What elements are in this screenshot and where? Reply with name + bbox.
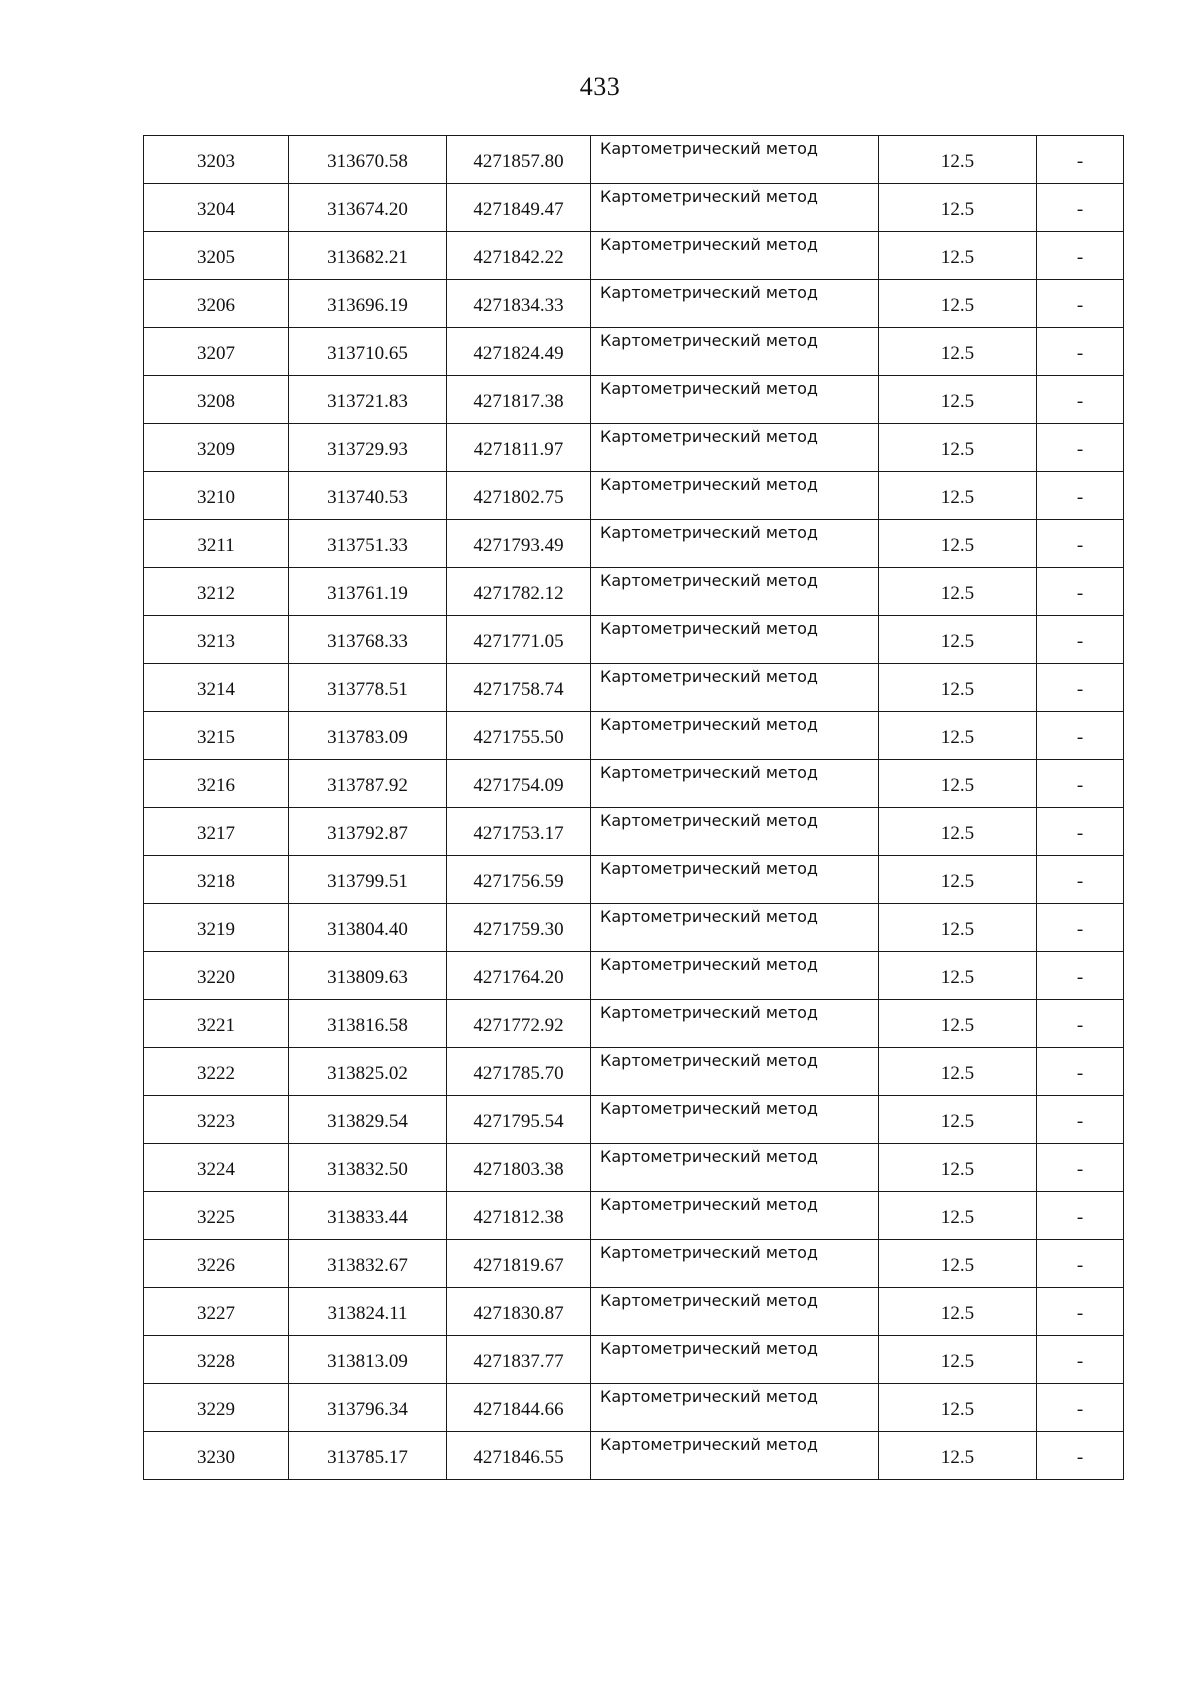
x-coordinate-cell: 313832.67 <box>289 1240 447 1288</box>
y-coordinate-cell: 4271785.70 <box>447 1048 591 1096</box>
x-coordinate-cell: 313751.33 <box>289 520 447 568</box>
table-row <box>144 472 1124 520</box>
table-row <box>144 280 1124 328</box>
x-coordinate-cell: 313721.83 <box>289 376 447 424</box>
accuracy-cell: 12.5 <box>879 136 1037 184</box>
point-number-cell: 3219 <box>144 904 289 952</box>
x-coordinate-cell: 313816.58 <box>289 1000 447 1048</box>
accuracy-cell: 12.5 <box>879 184 1037 232</box>
accuracy-cell: 12.5 <box>879 1000 1037 1048</box>
description-cell: - <box>1037 1336 1124 1384</box>
description-cell: - <box>1037 472 1124 520</box>
coordinates-table <box>143 135 1124 1480</box>
description-cell: - <box>1037 1144 1124 1192</box>
y-coordinate-cell: 4271802.75 <box>447 472 591 520</box>
table-body <box>144 136 1124 1480</box>
accuracy-cell: 12.5 <box>879 664 1037 712</box>
y-coordinate-cell: 4271793.49 <box>447 520 591 568</box>
table-row <box>144 664 1124 712</box>
table-row <box>144 1240 1124 1288</box>
y-coordinate-cell: 4271846.55 <box>447 1432 591 1480</box>
description-cell: - <box>1037 664 1124 712</box>
x-coordinate-cell: 313674.20 <box>289 184 447 232</box>
y-coordinate-cell: 4271759.30 <box>447 904 591 952</box>
accuracy-cell: 12.5 <box>879 1144 1037 1192</box>
x-coordinate-cell: 313832.50 <box>289 1144 447 1192</box>
point-number-cell: 3204 <box>144 184 289 232</box>
accuracy-cell: 12.5 <box>879 232 1037 280</box>
y-coordinate-cell: 4271772.92 <box>447 1000 591 1048</box>
x-coordinate-cell: 313740.53 <box>289 472 447 520</box>
x-coordinate-cell: 313785.17 <box>289 1432 447 1480</box>
description-cell: - <box>1037 136 1124 184</box>
description-cell: - <box>1037 760 1124 808</box>
x-coordinate-cell: 313829.54 <box>289 1096 447 1144</box>
table-row <box>144 136 1124 184</box>
accuracy-cell: 12.5 <box>879 808 1037 856</box>
x-coordinate-cell: 313787.92 <box>289 760 447 808</box>
description-cell: - <box>1037 1432 1124 1480</box>
table-row <box>144 1432 1124 1480</box>
method-cell: Картометрический метод <box>591 712 879 760</box>
point-number-cell: 3223 <box>144 1096 289 1144</box>
table-row <box>144 808 1124 856</box>
x-coordinate-cell: 313809.63 <box>289 952 447 1000</box>
point-number-cell: 3207 <box>144 328 289 376</box>
y-coordinate-cell: 4271755.50 <box>447 712 591 760</box>
page-number: 433 <box>579 72 621 101</box>
method-cell: Картометрический метод <box>591 952 879 1000</box>
point-number-cell: 3222 <box>144 1048 289 1096</box>
table-row <box>144 1048 1124 1096</box>
accuracy-cell: 12.5 <box>879 568 1037 616</box>
x-coordinate-cell: 313670.58 <box>289 136 447 184</box>
description-cell: - <box>1037 520 1124 568</box>
y-coordinate-cell: 4271842.22 <box>447 232 591 280</box>
method-cell: Картометрический метод <box>591 1384 879 1432</box>
accuracy-cell: 12.5 <box>879 1432 1037 1480</box>
table-row <box>144 232 1124 280</box>
point-number-cell: 3230 <box>144 1432 289 1480</box>
description-cell: - <box>1037 184 1124 232</box>
x-coordinate-cell: 313768.33 <box>289 616 447 664</box>
accuracy-cell: 12.5 <box>879 712 1037 760</box>
point-number-cell: 3208 <box>144 376 289 424</box>
table-row <box>144 856 1124 904</box>
accuracy-cell: 12.5 <box>879 856 1037 904</box>
accuracy-cell: 12.5 <box>879 520 1037 568</box>
accuracy-cell: 12.5 <box>879 1048 1037 1096</box>
description-cell: - <box>1037 1288 1124 1336</box>
y-coordinate-cell: 4271795.54 <box>447 1096 591 1144</box>
method-cell: Картометрический метод <box>591 376 879 424</box>
point-number-cell: 3229 <box>144 1384 289 1432</box>
description-cell: - <box>1037 1384 1124 1432</box>
method-cell: Картометрический метод <box>591 1048 879 1096</box>
description-cell: - <box>1037 808 1124 856</box>
accuracy-cell: 12.5 <box>879 1096 1037 1144</box>
method-cell: Картометрический метод <box>591 760 879 808</box>
accuracy-cell: 12.5 <box>879 1240 1037 1288</box>
y-coordinate-cell: 4271811.97 <box>447 424 591 472</box>
description-cell: - <box>1037 1048 1124 1096</box>
point-number-cell: 3227 <box>144 1288 289 1336</box>
method-cell: Картометрический метод <box>591 1000 879 1048</box>
method-cell: Картометрический метод <box>591 328 879 376</box>
accuracy-cell: 12.5 <box>879 1336 1037 1384</box>
method-cell: Картометрический метод <box>591 280 879 328</box>
y-coordinate-cell: 4271753.17 <box>447 808 591 856</box>
method-cell: Картометрический метод <box>591 184 879 232</box>
method-cell: Картометрический метод <box>591 232 879 280</box>
description-cell: - <box>1037 1000 1124 1048</box>
y-coordinate-cell: 4271830.87 <box>447 1288 591 1336</box>
table-row <box>144 904 1124 952</box>
method-cell: Картометрический метод <box>591 1192 879 1240</box>
method-cell: Картометрический метод <box>591 904 879 952</box>
x-coordinate-cell: 313804.40 <box>289 904 447 952</box>
x-coordinate-cell: 313783.09 <box>289 712 447 760</box>
table-row <box>144 568 1124 616</box>
method-cell: Картометрический метод <box>591 664 879 712</box>
method-cell: Картометрический метод <box>591 856 879 904</box>
point-number-cell: 3205 <box>144 232 289 280</box>
table-row <box>144 520 1124 568</box>
y-coordinate-cell: 4271812.38 <box>447 1192 591 1240</box>
accuracy-cell: 12.5 <box>879 472 1037 520</box>
description-cell: - <box>1037 376 1124 424</box>
x-coordinate-cell: 313792.87 <box>289 808 447 856</box>
table-row <box>144 1336 1124 1384</box>
table-row <box>144 376 1124 424</box>
method-cell: Картометрический метод <box>591 568 879 616</box>
description-cell: - <box>1037 1240 1124 1288</box>
y-coordinate-cell: 4271803.38 <box>447 1144 591 1192</box>
method-cell: Картометрический метод <box>591 1144 879 1192</box>
method-cell: Картометрический метод <box>591 1096 879 1144</box>
point-number-cell: 3225 <box>144 1192 289 1240</box>
y-coordinate-cell: 4271844.66 <box>447 1384 591 1432</box>
table-row <box>144 952 1124 1000</box>
y-coordinate-cell: 4271771.05 <box>447 616 591 664</box>
table-row <box>144 1000 1124 1048</box>
table-row <box>144 1384 1124 1432</box>
y-coordinate-cell: 4271857.80 <box>447 136 591 184</box>
x-coordinate-cell: 313813.09 <box>289 1336 447 1384</box>
point-number-cell: 3214 <box>144 664 289 712</box>
method-cell: Картометрический метод <box>591 136 879 184</box>
x-coordinate-cell: 313833.44 <box>289 1192 447 1240</box>
point-number-cell: 3220 <box>144 952 289 1000</box>
point-number-cell: 3203 <box>144 136 289 184</box>
accuracy-cell: 12.5 <box>879 376 1037 424</box>
x-coordinate-cell: 313778.51 <box>289 664 447 712</box>
point-number-cell: 3216 <box>144 760 289 808</box>
method-cell: Картометрический метод <box>591 616 879 664</box>
description-cell: - <box>1037 856 1124 904</box>
accuracy-cell: 12.5 <box>879 1384 1037 1432</box>
accuracy-cell: 12.5 <box>879 280 1037 328</box>
method-cell: Картометрический метод <box>591 1240 879 1288</box>
x-coordinate-cell: 313729.93 <box>289 424 447 472</box>
y-coordinate-cell: 4271819.67 <box>447 1240 591 1288</box>
point-number-cell: 3221 <box>144 1000 289 1048</box>
x-coordinate-cell: 313796.34 <box>289 1384 447 1432</box>
accuracy-cell: 12.5 <box>879 616 1037 664</box>
point-number-cell: 3224 <box>144 1144 289 1192</box>
y-coordinate-cell: 4271758.74 <box>447 664 591 712</box>
description-cell: - <box>1037 952 1124 1000</box>
method-cell: Картометрический метод <box>591 1336 879 1384</box>
y-coordinate-cell: 4271782.12 <box>447 568 591 616</box>
description-cell: - <box>1037 280 1124 328</box>
point-number-cell: 3210 <box>144 472 289 520</box>
table-row <box>144 760 1124 808</box>
table-row <box>144 712 1124 760</box>
x-coordinate-cell: 313761.19 <box>289 568 447 616</box>
x-coordinate-cell: 313696.19 <box>289 280 447 328</box>
point-number-cell: 3228 <box>144 1336 289 1384</box>
table-row <box>144 424 1124 472</box>
method-cell: Картометрический метод <box>591 1288 879 1336</box>
accuracy-cell: 12.5 <box>879 904 1037 952</box>
x-coordinate-cell: 313825.02 <box>289 1048 447 1096</box>
table-row <box>144 1192 1124 1240</box>
accuracy-cell: 12.5 <box>879 424 1037 472</box>
method-cell: Картометрический метод <box>591 424 879 472</box>
description-cell: - <box>1037 424 1124 472</box>
y-coordinate-cell: 4271824.49 <box>447 328 591 376</box>
y-coordinate-cell: 4271764.20 <box>447 952 591 1000</box>
point-number-cell: 3215 <box>144 712 289 760</box>
point-number-cell: 3211 <box>144 520 289 568</box>
accuracy-cell: 12.5 <box>879 952 1037 1000</box>
method-cell: Картометрический метод <box>591 808 879 856</box>
table-row <box>144 616 1124 664</box>
x-coordinate-cell: 313710.65 <box>289 328 447 376</box>
point-number-cell: 3213 <box>144 616 289 664</box>
y-coordinate-cell: 4271817.38 <box>447 376 591 424</box>
description-cell: - <box>1037 1192 1124 1240</box>
description-cell: - <box>1037 328 1124 376</box>
point-number-cell: 3218 <box>144 856 289 904</box>
y-coordinate-cell: 4271834.33 <box>447 280 591 328</box>
table-row <box>144 184 1124 232</box>
y-coordinate-cell: 4271756.59 <box>447 856 591 904</box>
point-number-cell: 3217 <box>144 808 289 856</box>
y-coordinate-cell: 4271754.09 <box>447 760 591 808</box>
method-cell: Картометрический метод <box>591 472 879 520</box>
x-coordinate-cell: 313799.51 <box>289 856 447 904</box>
method-cell: Картометрический метод <box>591 1432 879 1480</box>
description-cell: - <box>1037 616 1124 664</box>
table-row <box>144 1288 1124 1336</box>
point-number-cell: 3212 <box>144 568 289 616</box>
y-coordinate-cell: 4271837.77 <box>447 1336 591 1384</box>
x-coordinate-cell: 313824.11 <box>289 1288 447 1336</box>
x-coordinate-cell: 313682.21 <box>289 232 447 280</box>
point-number-cell: 3226 <box>144 1240 289 1288</box>
method-cell: Картометрический метод <box>591 520 879 568</box>
point-number-cell: 3209 <box>144 424 289 472</box>
table-row <box>144 1144 1124 1192</box>
description-cell: - <box>1037 232 1124 280</box>
point-number-cell: 3206 <box>144 280 289 328</box>
table-row <box>144 1096 1124 1144</box>
y-coordinate-cell: 4271849.47 <box>447 184 591 232</box>
description-cell: - <box>1037 568 1124 616</box>
accuracy-cell: 12.5 <box>879 1288 1037 1336</box>
accuracy-cell: 12.5 <box>879 328 1037 376</box>
description-cell: - <box>1037 1096 1124 1144</box>
description-cell: - <box>1037 712 1124 760</box>
accuracy-cell: 12.5 <box>879 1192 1037 1240</box>
table-row <box>144 328 1124 376</box>
description-cell: - <box>1037 904 1124 952</box>
accuracy-cell: 12.5 <box>879 760 1037 808</box>
